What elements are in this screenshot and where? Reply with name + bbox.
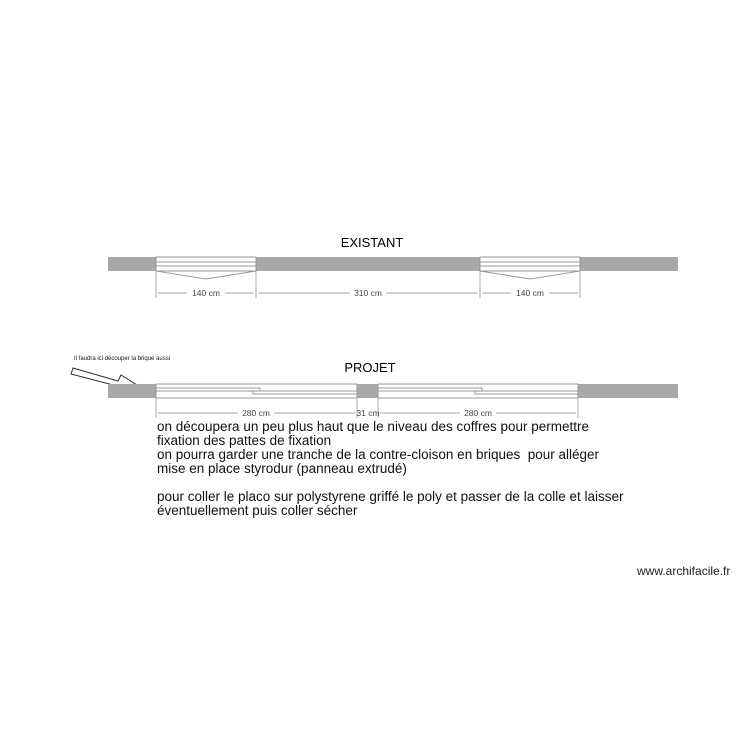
projet-dim-2: 31 cm xyxy=(356,408,380,418)
projet-dim-3: 280 cm xyxy=(464,408,492,418)
note-line xyxy=(157,476,624,490)
note-line: fixation des pattes de fixation xyxy=(157,433,332,448)
projet-title: PROJET xyxy=(344,360,396,375)
notes xyxy=(157,420,624,518)
existant-title: EXISTANT xyxy=(340,235,404,250)
existant-window-right xyxy=(480,257,580,279)
arrow-note: Il faudra ici découper la brique aussi xyxy=(74,356,171,362)
note-line: pour coller le placo sur polystyrene griffé le poly et passer de la colle et laisser xyxy=(157,489,624,504)
existant-window-left xyxy=(156,257,256,279)
projet-dim-1: 280 cm xyxy=(242,408,270,418)
existant-dim-3: 140 cm xyxy=(516,288,544,298)
note-line: on découpera un peu plus haut que le niveau des coffres pour permettre xyxy=(157,419,590,434)
existant-dim-1: 140 cm xyxy=(192,288,220,298)
note-line: on pourra garder une tranche de la contre-cloison en briques pour alléger xyxy=(157,447,600,462)
note-line: éventuellement puis coller sécher xyxy=(157,503,358,518)
note-line: mise en place styrodur (panneau extrudé) xyxy=(157,461,407,476)
watermark: www.archifacile.fr xyxy=(637,564,731,578)
existant-dim-2: 310 cm xyxy=(354,288,382,298)
